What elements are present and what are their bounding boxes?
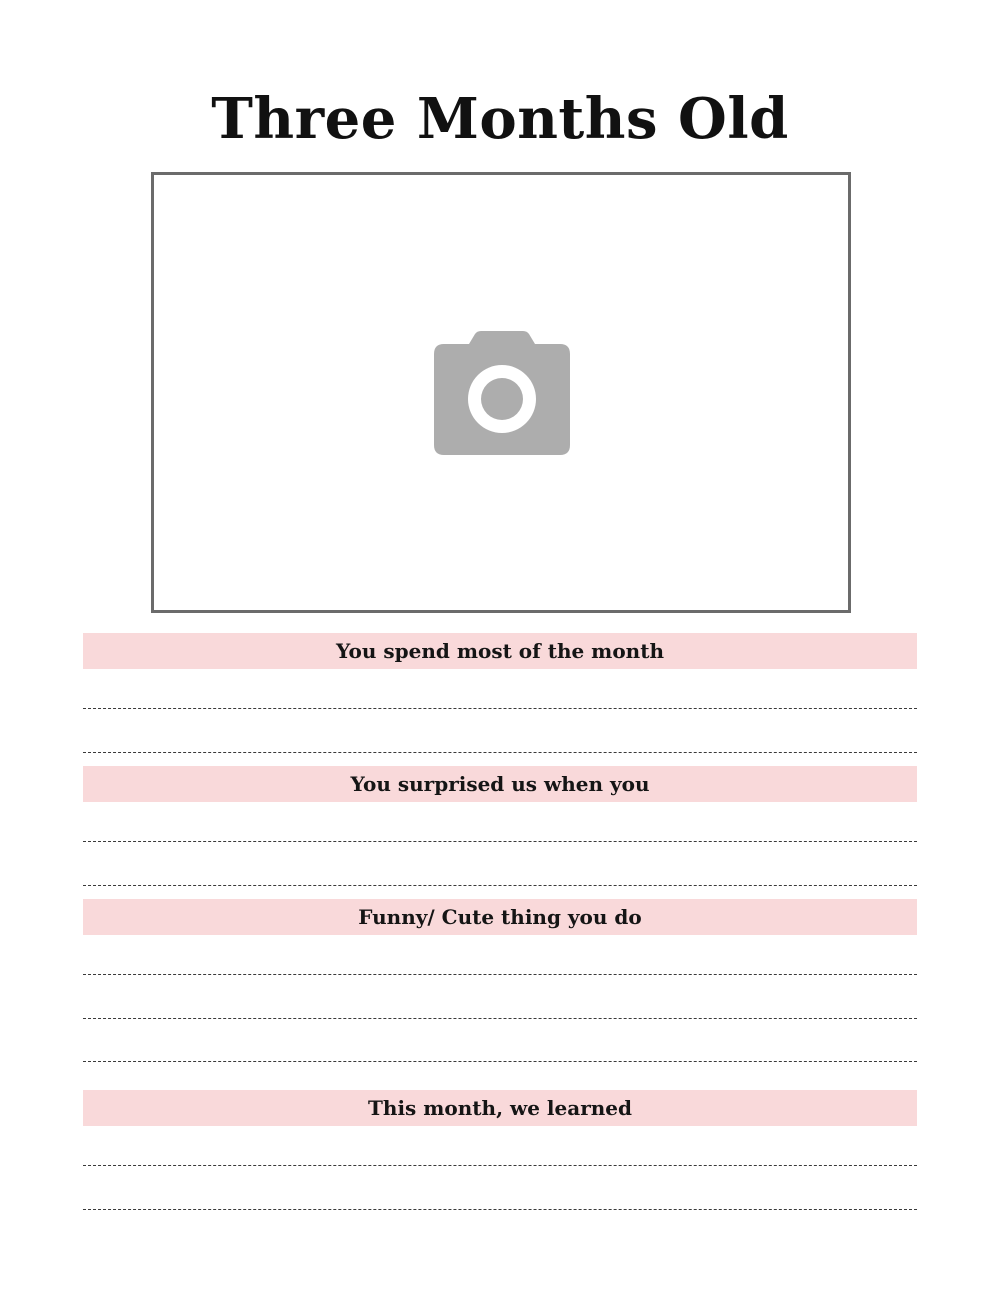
write-line[interactable] bbox=[83, 752, 917, 753]
write-line[interactable] bbox=[83, 1018, 917, 1019]
write-line[interactable] bbox=[83, 841, 917, 842]
write-line[interactable] bbox=[83, 1061, 917, 1062]
camera-icon bbox=[434, 331, 570, 455]
page-title: Three Months Old bbox=[211, 86, 789, 152]
section-spend-month bbox=[83, 633, 917, 669]
write-line[interactable] bbox=[83, 1209, 917, 1210]
photo-placeholder[interactable] bbox=[151, 172, 851, 613]
section-surprised-us bbox=[83, 766, 917, 802]
section-header: Funny/ Cute thing you do bbox=[83, 899, 917, 935]
write-line[interactable] bbox=[83, 1165, 917, 1166]
section-header: This month, we learned bbox=[83, 1090, 917, 1126]
section-header: You surprised us when you bbox=[83, 766, 917, 802]
write-line[interactable] bbox=[83, 974, 917, 975]
write-line[interactable] bbox=[83, 708, 917, 709]
section-funny-cute bbox=[83, 899, 917, 935]
section-we-learned bbox=[83, 1090, 917, 1126]
section-header: You spend most of the month bbox=[83, 633, 917, 669]
write-line[interactable] bbox=[83, 885, 917, 886]
